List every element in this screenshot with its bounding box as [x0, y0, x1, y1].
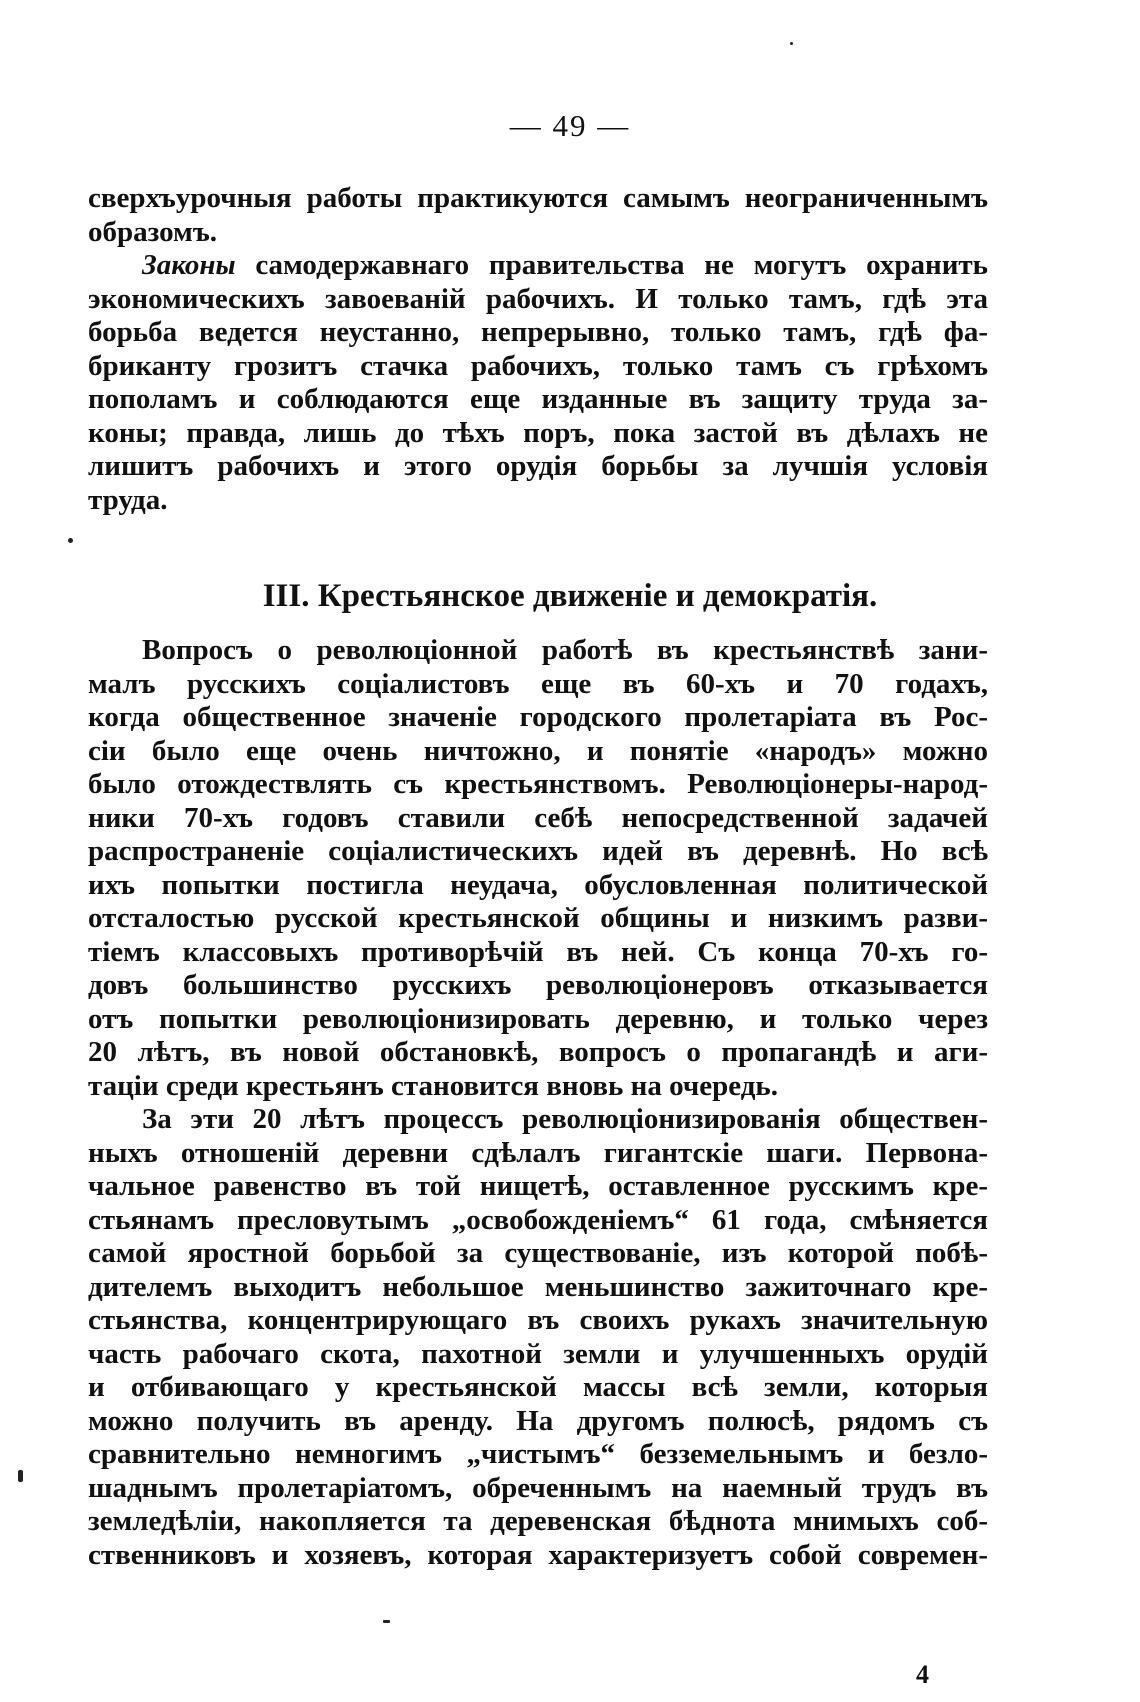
text-line: коны; правда, лишь до тѣхъ поръ, пока застой въ дѣлахъ не [88, 416, 988, 449]
text-line: малъ русскихъ соціалистовъ еще въ 60-хъ и 70 годахъ, [88, 667, 988, 700]
text-line: труда. [88, 483, 168, 516]
text-line: часть рабочаго скота, пахотной земли и улучшенныхъ орудій [88, 1337, 988, 1370]
text-line: ственниковъ и хозяевъ, которая характеризуетъ собой современ- [88, 1538, 988, 1571]
text-line: отъ попытки революціонизировать деревню, и только через [88, 1002, 988, 1035]
text-line: сравнительно немногимъ „чистымъ“ безземельнымъ и безло- [88, 1438, 988, 1470]
print-speck [790, 42, 793, 45]
text-line: было отождествлять съ крестьянствомъ. Революціонеры-народ- [88, 768, 988, 800]
text-line: Вопросъ о революціонной работѣ въ крестьянствѣ зани- [142, 634, 988, 666]
print-speck [383, 1620, 390, 1623]
text-line: 20 лѣтъ, въ новой обстановкѣ, вопросъ о пропагандѣ и аги- [88, 1036, 988, 1068]
text-line: пополамъ и соблюдаются еще изданные въ защиту труда за- [88, 383, 988, 415]
page-number: — 49 — [509, 108, 631, 143]
section-heading: III. Крестьянское движеніе и демократія. [262, 578, 878, 614]
text-line: шаднымъ пролетаріатомъ, обреченнымъ на наемный трудъ въ [88, 1471, 988, 1504]
printer-signature-mark: 4 [916, 1660, 929, 1689]
text-line: дителемъ выходитъ небольшое меньшинство зажиточнаго кре- [88, 1270, 988, 1303]
text-line: сверхъурочныя работы практикуются самымъ неограниченнымъ [88, 182, 988, 214]
text-line: когда общественное значеніе городского пролетаріата въ Рос- [88, 701, 988, 733]
text-line [88, 249, 988, 283]
text-line: За эти 20 лѣтъ процессъ революціонизированія обществен- [142, 1103, 988, 1135]
print-speck [68, 538, 73, 543]
text-line: борьба ведется неустанно, непрерывно, только тамъ, гдѣ фа- [88, 316, 988, 348]
text-line: лишитъ рабочихъ и этого орудія борьбы за лучшія условія [88, 450, 988, 482]
text-line: самой яростной борьбой за существованіе, изъ которой побѣ- [88, 1237, 988, 1269]
text-line: ники 70-хъ годовъ ставили себѣ непосредственной задачей [88, 801, 988, 834]
text-line: чальное равенство въ той нищетѣ, оставленное русскимъ кре- [88, 1170, 988, 1202]
paragraph-overtime [88, 182, 988, 517]
text-line: стьянамъ пресловутымъ „освобожденіемъ“ 61 года, смѣняется [88, 1203, 988, 1236]
text-line: распространеніе соціалистическихъ идей въ деревнѣ. Но всѣ [88, 835, 988, 867]
text-line: стьянства, концентрирующаго въ своихъ рукахъ значительную [88, 1304, 988, 1336]
text-line: ныхъ отношеній деревни сдѣлалъ гигантскіе шаги. Первона- [88, 1136, 988, 1169]
text-line: ихъ попытки постигла неудача, обусловленная политической [88, 868, 988, 901]
text-line-rest: самодержавнаго правительства не могутъ охранить [255, 249, 988, 281]
text-line: и отбивающаго у крестьянской массы всѣ земли, которыя [88, 1371, 988, 1403]
print-speck [18, 1470, 23, 1482]
text-line: бриканту грозитъ стачка рабочихъ, только тамъ съ грѣхомъ [88, 349, 988, 382]
text-line: отсталостью русской крестьянской общины и низкимъ разви- [88, 902, 988, 934]
text-line: тіемъ классовыхъ противорѣчій въ ней. Съ конца 70-хъ го- [88, 935, 988, 968]
italic-word: Законы [142, 249, 236, 281]
text-line: можно получить въ аренду. На другомъ полюсѣ, рядомъ съ [88, 1404, 988, 1437]
text-line: таціи среди крестьянъ становится вновь на очередь. [88, 1069, 778, 1102]
text-line: образомъ. [88, 215, 217, 248]
paragraph-peasant-movement [88, 634, 988, 1572]
text-line: довъ большинство русскихъ революціонеровъ отказывается [88, 969, 988, 1001]
text-line: экономическихъ завоеваній рабочихъ. И только тамъ, гдѣ эта [88, 282, 988, 315]
text-line: земледѣліи, накопляется та деревенская бѣднота мнимыхъ соб- [88, 1505, 988, 1537]
text-line: сіи было еще очень ничтожно, и понятіе «народъ» можно [88, 734, 988, 767]
